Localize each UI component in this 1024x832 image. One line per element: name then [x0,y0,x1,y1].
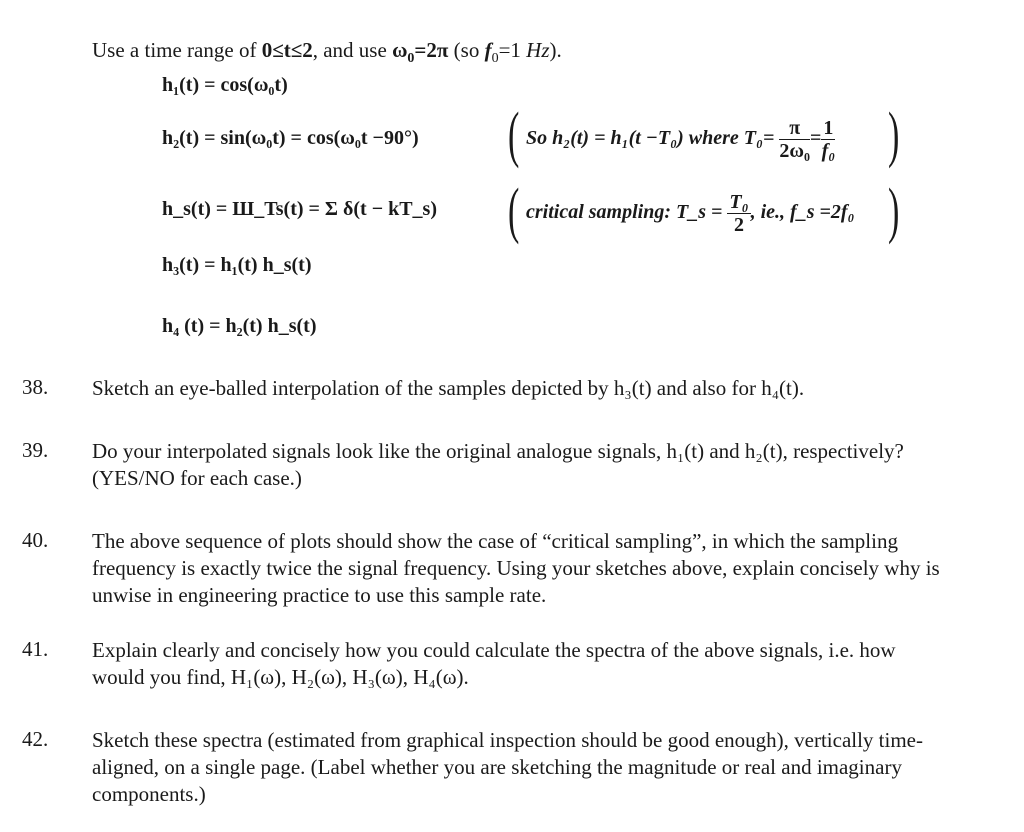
note2-rhs: , ie., f_s =2f₀ [750,201,855,224]
note2-right-paren: ) [888,177,900,245]
intro-text: Use a time range of [92,38,257,62]
omega-symbol: ω [392,38,408,62]
question-text: The above sequence of plots should show the case of “critical sampling”, in which the sampling frequency is exactly twice the signal frequency. Using your sketches above, explain concisely why is unwise in engineering practice to use this sample rate. [92,529,940,607]
question-number: 40. [22,528,49,552]
equation-hs: h_s(t) = Ш_Ts(t) = Σ δ(t − kT_s) [162,198,437,220]
omega-value: =2π [414,38,449,62]
equation-h4: h₄ (t) = h₂(t) h_s(t) [162,315,317,337]
note1-left-paren: ( [508,101,520,169]
intro-text-3: (so [453,38,480,62]
note2-fraction: $\frac{\text{T₀}}{2}$ [729,191,749,236]
note1-right-paren: ) [888,101,900,169]
question-text: Sketch these spectra (estimated from graphical inspection should be good enough), vertically time-aligned, on a single page. (Label whether you are sketching the magnitude or real and imaginary components.) [92,728,923,806]
intro-text-2: , and use [312,38,387,62]
time-range: 0≤t≤2 [261,38,313,62]
equation-h1: h₁(t) = cos(ω₀t) [162,74,288,96]
hz-unit: Hz [526,38,550,62]
intro-line: Use a time range of 0≤t≤2, and use $\omega_0=2\pi$ (so $f_0=1$ Hz). [92,38,562,67]
note2-left-paren: ( [508,177,520,245]
question-text: Explain clearly and concisely how you could calculate the spectra of the above signals, i.e. how would you find, H₁(ω), H₂(ω), H₃(ω), H₄(ω). [92,638,896,689]
question-number: 41. [22,637,49,661]
intro-close: ). [549,38,562,62]
f0-value: =1 [498,38,521,62]
equation-h2: h₂(t) = sin(ω₀t) = cos(ω₀t −90°) [162,127,419,149]
question-text: Do your interpolated signals look like the original analogue signals, h₁(t) and h₂(t), respectively? (YES/NO for each case.) [92,439,904,490]
question-text: Sketch an eye-balled interpolation of the samples depicted by h₃(t) and also for h₄(t). [92,376,805,400]
question-number: 38. [22,375,49,399]
note2-lhs: critical sampling: T_s = [526,201,723,224]
note1-fraction-1: $\frac{\pi}{\text{2ω₀}}$ [779,117,810,162]
question-number: 42. [22,727,49,751]
note-critical-sampling [526,192,855,235]
question-number: 39. [22,438,49,462]
equation-h3: h₃(t) = h₁(t) h_s(t) [162,254,312,276]
note-shift: So h₂(t) = h₁(t −T₀) where T₀= $\frac{\pi}{\text{2ω₀}}$ = $\frac{1}{\text{f₀}}$ [526,117,836,162]
note1-fraction-2: $\frac{1}{\text{f₀}}$ [821,117,836,162]
note1-lhs: So h₂(t) = h₁(t −T₀) where T₀= [526,127,775,150]
